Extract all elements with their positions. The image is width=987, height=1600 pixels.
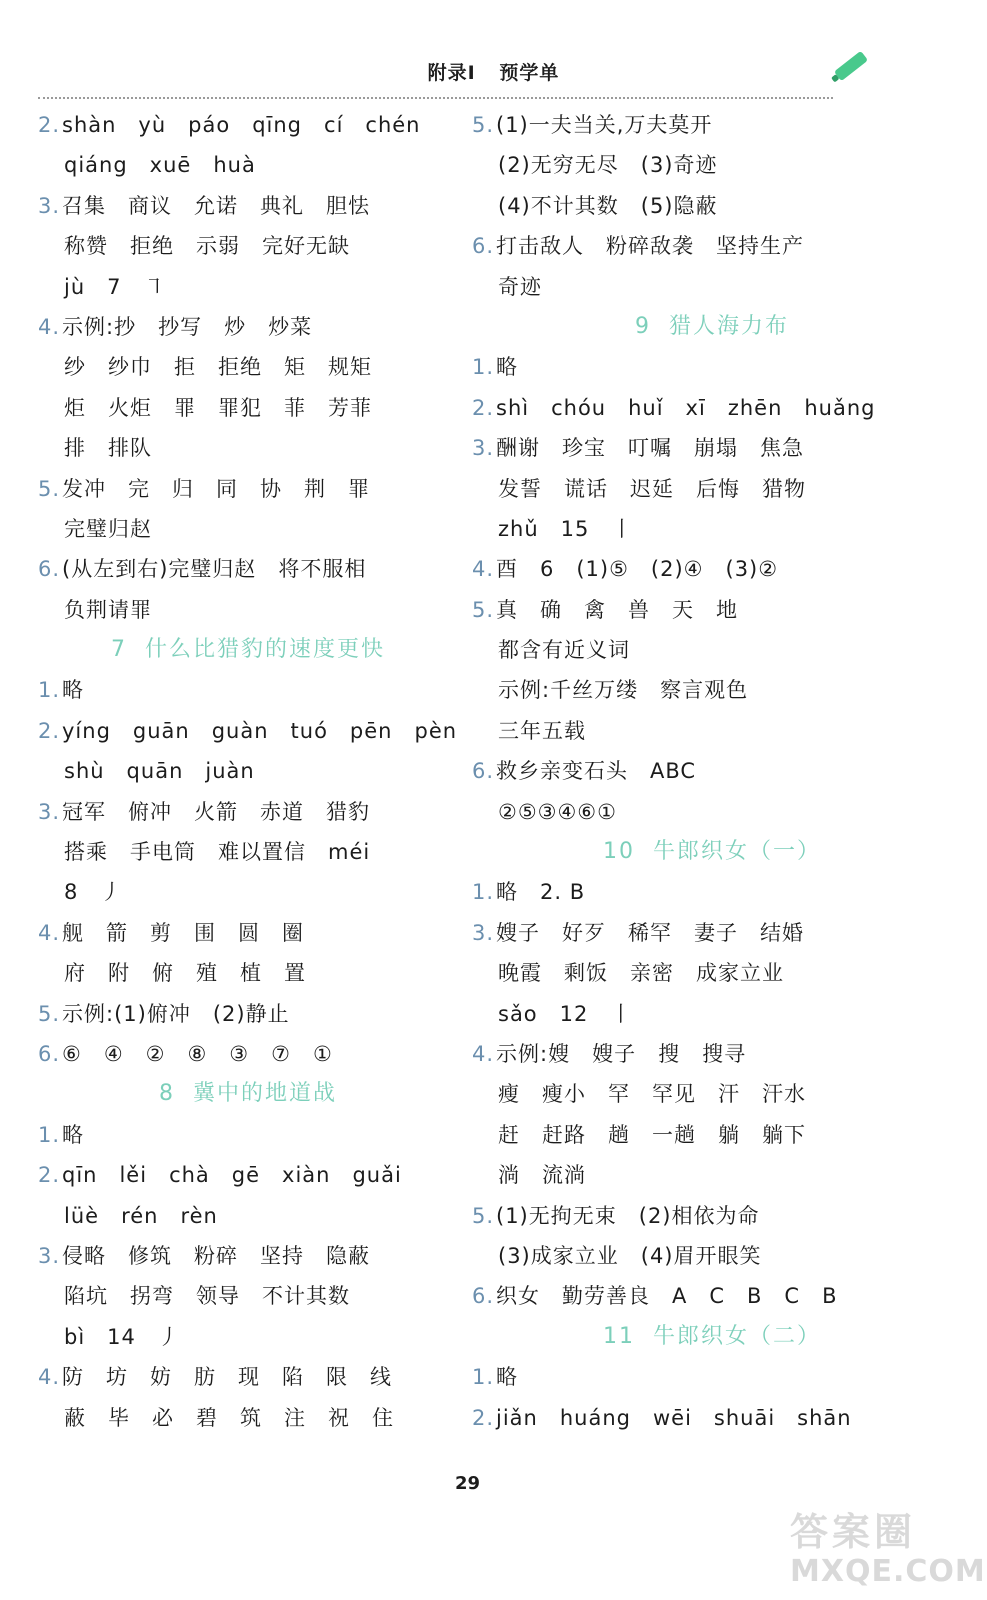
answer-text: (3)成家立业 (4)眉开眼笑 [498,1243,762,1268]
answer-text: 完璧归赵 [64,516,152,541]
answer-line [38,145,458,185]
answer-line [38,347,458,387]
question-number: 4. [38,920,61,945]
answer-text: 称赞 拒绝 示弱 完好无缺 [64,234,350,259]
lesson-title-text: 冀中的地道战 [192,1081,337,1107]
answer-text: 三年五载 [498,718,586,743]
answer-line [38,913,458,953]
lesson-title-text: 什么比猎豹的速度更快 [144,637,385,663]
lesson-number: 9 [634,313,651,339]
answer-text: 打击敌人 粉碎敌袭 坚持生产 [496,234,804,259]
answer-line [38,469,458,509]
answer-text: 略 [62,678,84,703]
answer-text: 嫂子 好歹 稀罕 妻子 结婚 [496,920,804,945]
answer-text: yíng guān guàn tuó pēn pèn [62,718,458,743]
question-number: 2. [38,1163,61,1188]
answer-line [472,1236,952,1276]
answer-line [472,1074,952,1114]
answer-line [472,590,952,630]
answer-text: 奇迹 [498,274,542,299]
answer-text: lüè rén rèn [64,1203,218,1228]
lesson-title [472,307,952,347]
question-number: 2. [38,113,61,137]
question-number: 5. [38,476,61,501]
answer-text: 府 附 俯 殖 植 置 [64,961,306,986]
answer-line [472,186,952,226]
watermark-text: 答案圈 [790,1510,917,1554]
lesson-number: 10 [602,839,635,865]
question-number: 3. [38,799,61,824]
lesson-title [472,832,952,872]
lesson-number: 11 [602,1323,635,1349]
question-number: 3. [472,436,495,461]
question-number: 5. [472,597,495,622]
lesson-number: 8 [158,1081,175,1107]
answer-line [38,1236,458,1276]
answer-line [38,751,458,791]
answer-text: ⑥ ④ ② ⑧ ③ ⑦ ① [62,1041,333,1066]
answer-line [472,751,952,791]
answer-line [472,145,952,185]
answer-text: 织女 勤劳善良 A C B C B [496,1284,838,1309]
answer-text: bì 14 丿 [64,1324,180,1349]
answer-line [472,105,952,145]
answer-text: 酬谢 珍宝 叮嘱 崩塌 焦急 [496,436,804,461]
question-number: 3. [38,1243,61,1268]
answer-line [38,792,458,832]
answer-line [38,388,458,428]
question-number: 3. [472,920,495,945]
answer-text: 示例:千丝万缕 察言观色 [498,678,749,703]
answer-line [38,226,458,266]
question-number: 2. [38,718,61,743]
answer-line [38,590,458,630]
watermark-url: MXQE.COM [790,1554,986,1589]
answer-line [472,1115,952,1155]
answer-text: (4)不计其数 (5)隐蔽 [498,193,718,218]
question-number: 6. [38,557,61,582]
question-number: 4. [38,314,61,339]
answer-text: 赶 赶路 趟 一趟 躺 躺下 [498,1122,806,1147]
answer-line [472,347,952,387]
answer-line [472,1155,952,1195]
answer-text: zhǔ 15 丨 [498,516,634,541]
answer-line [38,1357,458,1397]
question-number: 3. [38,193,61,218]
answer-text: 召集 商议 允诺 典礼 胆怯 [62,193,370,218]
answer-text: jiǎn huáng wēi shuāi shān [496,1405,852,1430]
question-number: 6. [472,234,495,259]
lesson-number: 7 [110,637,127,663]
answer-text: shù quān juàn [64,759,255,784]
answer-text: 发誓 谎话 迟延 后悔 猎物 [498,476,806,501]
answer-text: qiáng xuē huà [64,153,256,178]
answer-text: 舰 箭 剪 围 圆 圈 [62,920,304,945]
answer-text: 示例:嫂 嫂子 搜 搜寻 [496,1041,747,1066]
answer-line [472,913,952,953]
answer-line [38,186,458,226]
header-title: 预学单 [499,62,560,84]
question-number: 4. [472,557,495,582]
question-number: 1. [472,1365,495,1390]
answer-line [472,267,952,307]
answer-line [472,994,952,1034]
question-number: 2. [472,395,495,420]
question-number: 5. [472,113,495,137]
answer-line [472,1034,952,1074]
answer-text: 8 丿 [64,880,123,905]
lesson-title-text: 牛郎织女（一） [652,839,821,865]
question-number: 1. [38,678,61,703]
question-number: 5. [38,1001,61,1026]
answer-text: 都含有近义词 [498,638,630,663]
answer-line [472,226,952,266]
answer-text: shàn yù páo qīng cí chén [62,113,421,137]
answer-text: (1)一夫当关,万夫莫开 [496,113,713,137]
answer-text: 冠军 俯冲 火箭 赤道 猎豹 [62,799,370,824]
answer-line [38,1398,458,1438]
lesson-title-text: 牛郎织女（二） [652,1323,821,1349]
answer-text: (2)无穷无尽 (3)奇迹 [498,153,718,178]
question-number: 6. [472,1284,495,1309]
answer-line [38,872,458,912]
answer-text: 负荆请罪 [64,597,152,622]
answer-line [38,267,458,307]
answer-line [38,509,458,549]
lesson-title [38,630,458,670]
page-number: 29 [454,1473,481,1494]
answer-text: 真 确 禽 兽 天 地 [496,597,738,622]
question-number: 4. [38,1365,61,1390]
answer-text: 酉 6 (1)⑤ (2)④ (3)② [496,557,779,582]
answer-text: 示例:(1)俯冲 (2)静止 [62,1001,290,1026]
answer-line [38,711,458,751]
answer-line [472,549,952,589]
answer-line [38,1196,458,1236]
answer-text: 晚霞 剩饭 亲密 成家立业 [498,961,784,986]
answer-line [38,307,458,347]
left-answer-column [38,105,458,1438]
answer-line [472,1276,952,1316]
answer-text: 炬 火炬 罪 罪犯 菲 芳菲 [64,395,372,420]
answer-text: 救乡亲变石头 ABC [496,759,697,784]
answer-text: 排 排队 [64,436,152,461]
question-number: 5. [472,1203,495,1228]
answer-text: 发冲 完 归 同 协 荆 罪 [62,476,370,501]
answer-line [38,105,458,145]
question-number: 1. [38,1122,61,1147]
answer-text: 略 [62,1122,84,1147]
answer-text: 纱 纱巾 拒 拒绝 矩 规矩 [64,355,372,380]
lesson-title [472,1317,952,1357]
answer-line [38,1115,458,1155]
right-answer-column [472,105,952,1438]
lesson-title-text: 猎人海力布 [668,313,789,339]
answer-text: 略 [496,1365,518,1390]
answer-line [472,630,952,670]
answer-text: 淌 流淌 [498,1163,586,1188]
answer-text: 示例:抄 抄写 炒 炒菜 [62,314,313,339]
question-number: 6. [472,759,495,784]
answer-line [472,792,952,832]
answer-text: jù 7 ㇕ [64,274,166,299]
answer-line [472,953,952,993]
answer-text: 防 坊 妨 肪 现 陷 限 线 [62,1365,392,1390]
answer-line [38,1276,458,1316]
answer-line [472,670,952,710]
answer-text: sǎo 12 丨 [498,1001,633,1026]
question-number: 1. [472,880,495,905]
answer-text: ②⑤③④⑥① [498,799,617,824]
answer-line [38,994,458,1034]
answer-text: 陷坑 拐弯 领导 不计其数 [64,1284,350,1309]
answer-line [472,1398,952,1438]
appendix-label: 附录Ⅰ [427,62,476,84]
answer-text: 略 2. B [496,880,586,905]
lesson-title [38,1074,458,1114]
answer-text: 侵略 修筑 粉碎 坚持 隐蔽 [62,1243,370,1268]
answer-text: (从左到右)完璧归赵 将不服相 [62,557,367,582]
watermark-logo [790,1510,986,1590]
answer-line [38,1317,458,1357]
answer-text: shì chóu huǐ xī zhēn huǎng [496,395,876,420]
question-number: 4. [472,1041,495,1066]
answer-line [472,1357,952,1397]
answer-line [472,388,952,428]
answer-line [38,1034,458,1074]
answer-text: qīn lěi chà gē xiàn guǎi [62,1163,402,1188]
question-number: 1. [472,355,495,380]
answer-line [472,428,952,468]
question-number: 6. [38,1041,61,1066]
answer-text: (1)无拘无束 (2)相依为命 [496,1203,760,1228]
answer-line [38,1155,458,1195]
answer-text: 略 [496,355,518,380]
question-number: 2. [472,1405,495,1430]
answer-text: 蔽 毕 必 碧 筑 注 祝 住 [64,1405,394,1430]
answer-line [472,1196,952,1236]
answer-text: 搭乘 手电筒 难以置信 méi [64,840,371,865]
answer-line [472,872,952,912]
answer-line [38,428,458,468]
answer-line [38,953,458,993]
answer-text: 瘦 瘦小 罕 罕见 汗 汗水 [498,1082,806,1107]
answer-line [38,670,458,710]
answer-line [472,509,952,549]
answer-line [38,832,458,872]
answer-line [472,469,952,509]
answer-line [472,711,952,751]
answer-line [38,549,458,589]
header-divider [38,97,833,99]
